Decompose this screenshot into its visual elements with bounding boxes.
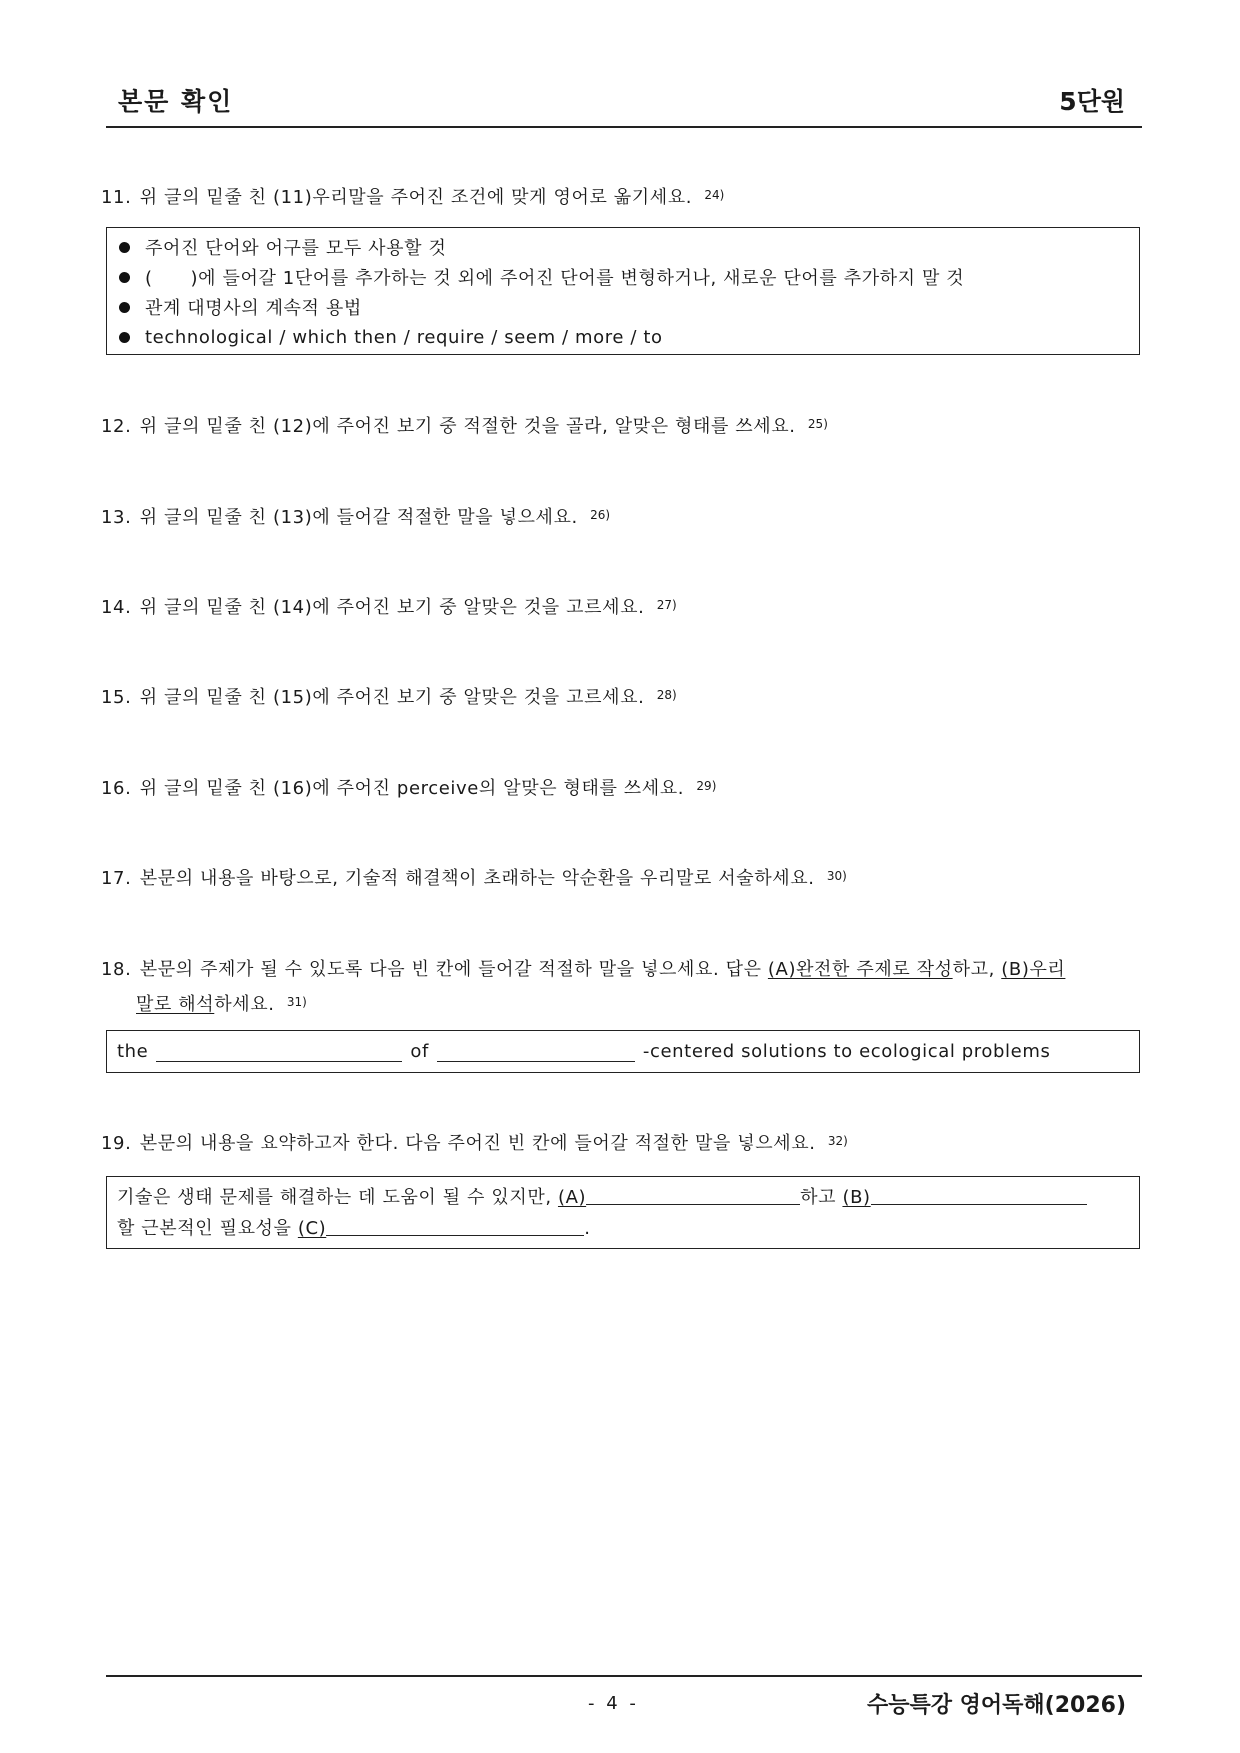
condition-item [119,262,1139,292]
instruction-a: (A)완전한 주제로 작성 [767,959,953,980]
fill-word: -centered solutions to ecological problems [642,1041,1051,1062]
footnote-ref: 32) [827,1134,848,1148]
question-12 [101,416,828,439]
section-title: 본문 확인 [118,87,234,116]
footnote-ref: 28) [656,688,677,702]
question-text: 하고, [952,959,1002,980]
header-divider [106,126,1142,128]
blank-label-b: (B) [842,1187,871,1208]
unit-label: 5단원 [1059,87,1125,116]
summary-text: 하고 [800,1187,843,1208]
question-text: 본문의 주제가 될 수 있도록 다음 빈 칸에 들어갈 적절하 말을 넣으세요. 답은 [139,959,768,980]
conditions-box [106,227,1140,355]
footnote-ref: 26) [590,508,611,522]
fill-word: the [117,1041,149,1062]
question-18-continued [136,990,307,1016]
answer-blank[interactable] [437,1041,635,1062]
summary-box [106,1176,1140,1249]
instruction-b: (B)우리 [1001,959,1066,980]
footnote-ref: 25) [807,417,828,431]
answer-blank-c[interactable] [326,1215,584,1236]
condition-item [119,292,1139,322]
condition-text: 관계 대명사의 계속적 용법 [145,298,362,319]
page-number: - 4 - [588,1693,639,1714]
question-number: 17. [101,868,132,889]
question-number: 12. [101,416,132,437]
question-number: 19. [101,1133,132,1154]
footnote-ref: 30) [826,869,847,883]
condition-text: 주어진 단어와 어구를 모두 사용할 것 [145,238,447,259]
condition-item [119,322,1139,352]
question-number: 14. [101,597,132,618]
bullet-icon [119,332,130,343]
footer-divider [106,1675,1142,1677]
question-number: 18. [101,959,132,980]
question-17 [101,868,847,891]
footnote-ref: 24) [704,188,725,202]
question-13 [101,507,610,530]
summary-text: 할 근본적인 필요성을 [117,1218,298,1239]
bullet-icon [119,302,130,313]
question-text: 위 글의 밑줄 친 (13)에 들어갈 적절한 말을 넣으세요. [139,507,578,528]
summary-line [117,1213,1139,1244]
question-text: 위 글의 밑줄 친 (16)에 주어진 perceive의 알맞은 형태를 쓰세요. [139,778,685,799]
question-text: 위 글의 밑줄 친 (15)에 주어진 보기 중 알맞은 것을 고르세요. [139,687,645,708]
answer-blank-a[interactable] [586,1184,800,1205]
question-number: 15. [101,687,132,708]
condition-item [119,232,1139,262]
question-18 [101,959,1065,982]
instruction-b-cont: 말로 해석 [136,994,215,1015]
answer-blank-b[interactable] [871,1184,1087,1205]
footnote-ref: 31) [286,995,307,1009]
condition-text: technological / which then / require / seem / more / to [145,326,663,348]
question-text: 하세요. [214,994,275,1015]
question-14 [101,597,677,620]
bullet-icon [119,242,130,253]
summary-text: . [584,1218,591,1239]
footnote-ref: 27) [656,598,677,612]
question-text: 위 글의 밑줄 친 (14)에 주어진 보기 중 알맞은 것을 고르세요. [139,597,645,618]
question-text: 본문의 내용을 요약하고자 한다. 다음 주어진 빈 칸에 들어갈 적절한 말을 넣으세요. [139,1133,816,1154]
summary-line [117,1182,1139,1213]
question-text: 위 글의 밑줄 친 (11)우리말을 주어진 조건에 맞게 영어로 옮기세요. [139,187,693,208]
summary-text: 기술은 생태 문제를 해결하는 데 도움이 될 수 있지만, [117,1187,558,1208]
condition-text: ( )에 들어갈 1단어를 추가하는 것 외에 주어진 단어를 변형하거나, 새로운 단어를 추가하지 말 것 [145,268,965,289]
answer-blank[interactable] [156,1041,402,1062]
book-title: 수능특강 영어독해(2026) [866,1693,1126,1718]
question-number: 11. [101,187,132,208]
question-text: 본문의 내용을 바탕으로, 기술적 해결책이 초래하는 악순환을 우리말로 서술하세요. [139,868,815,889]
topic-fill-box [106,1030,1140,1073]
blank-label-a: (A) [557,1187,587,1208]
blank-label-c: (C) [297,1218,327,1239]
fill-word: of [410,1041,429,1062]
bullet-icon [119,272,130,283]
question-16 [101,778,716,801]
question-number: 16. [101,778,132,799]
footnote-ref: 29) [696,779,717,793]
question-11 [101,187,724,210]
question-15 [101,687,677,710]
question-number: 13. [101,507,132,528]
question-text: 위 글의 밑줄 친 (12)에 주어진 보기 중 적절한 것을 골라, 알맞은 형태를 쓰세요. [139,416,796,437]
question-19 [101,1133,848,1156]
